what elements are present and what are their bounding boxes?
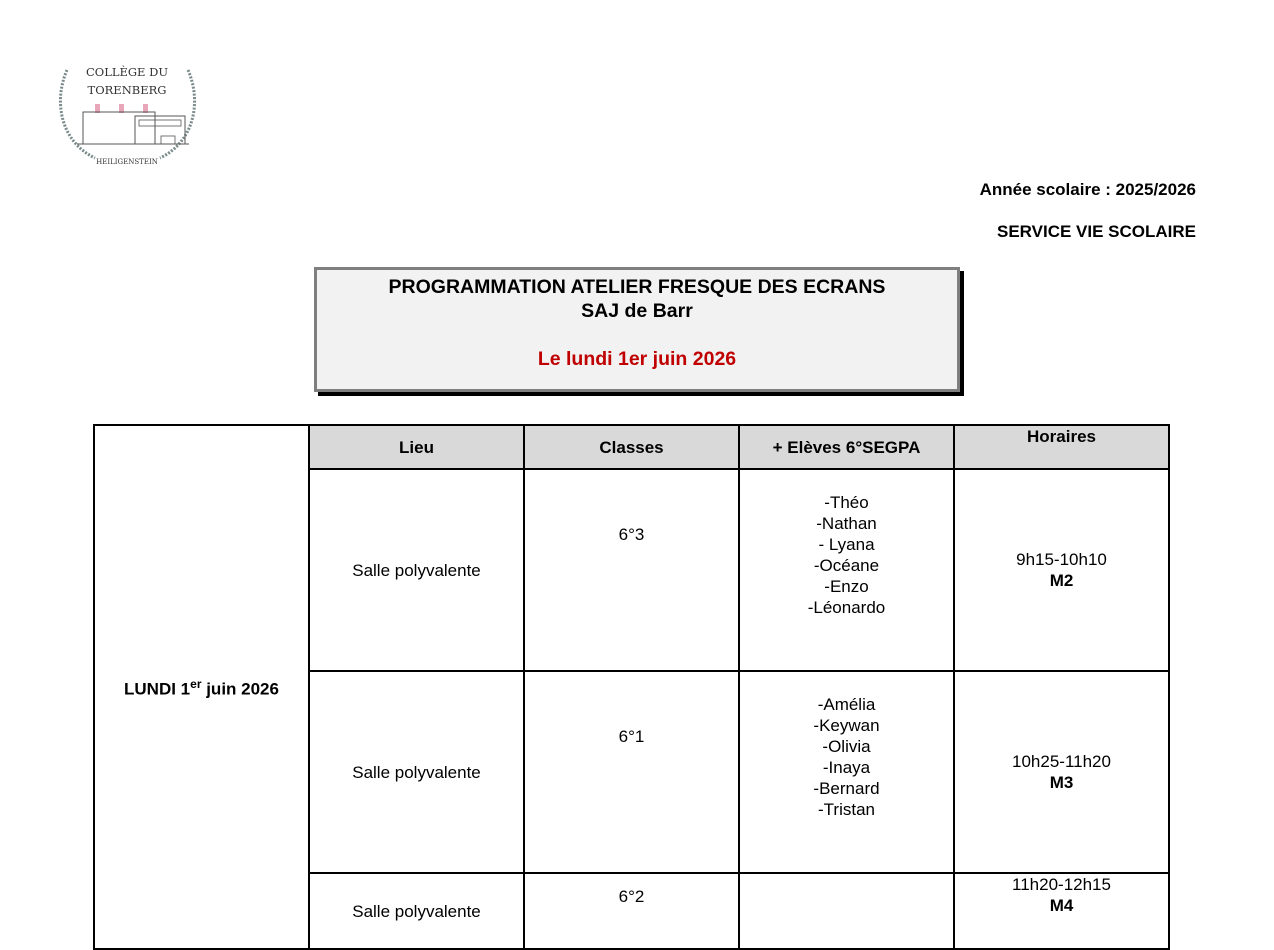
header-horaires: Horaires xyxy=(954,425,1169,469)
logo-line-1: COLLÈGE DU xyxy=(85,65,169,79)
slot-time: 9h15-10h10 xyxy=(1016,550,1107,569)
student-name: -Léonardo xyxy=(807,598,886,617)
logo-caption: HEILIGENSTEIN xyxy=(96,158,158,166)
slot-time: 11h20-12h15 xyxy=(1012,875,1111,894)
day-prefix: LUNDI 1 xyxy=(124,679,191,699)
day-suffix-sup: er xyxy=(190,677,202,692)
student-name: -Enzo xyxy=(824,577,869,596)
program-subtitle: SAJ de Barr xyxy=(581,300,693,322)
student-name: -Keywan xyxy=(813,716,880,735)
cell-lieu: Salle polyvalente xyxy=(309,469,524,671)
student-name: -Océane xyxy=(813,556,880,575)
student-name: -Théo xyxy=(824,493,869,512)
school-logo xyxy=(55,52,200,170)
slot-code: M2 xyxy=(1049,571,1074,590)
student-name: -Tristan xyxy=(818,800,875,819)
slot-code: M3 xyxy=(1049,773,1074,792)
cell-eleves xyxy=(739,469,954,671)
day-cell xyxy=(94,425,309,949)
cell-lieu: Salle polyvalente xyxy=(309,873,524,949)
college-logo-graphic xyxy=(55,52,200,170)
cell-classe: 6°2 xyxy=(524,873,739,949)
cell-eleves xyxy=(739,671,954,873)
logo-line-2: TORENBERG xyxy=(87,83,167,97)
header-eleves: + Elèves 6°SEGPA xyxy=(739,425,954,469)
cell-eleves xyxy=(739,873,954,949)
title-box xyxy=(314,267,960,392)
cell-horaire xyxy=(954,671,1169,873)
student-name: -Bernard xyxy=(813,779,880,798)
header-classes: Classes xyxy=(524,425,739,469)
student-name: -Amélia xyxy=(817,695,876,714)
day-suffix: juin 2026 xyxy=(201,679,279,699)
header-lieu: Lieu xyxy=(309,425,524,469)
student-name: -Inaya xyxy=(822,758,871,777)
schedule-table xyxy=(93,424,1170,950)
service-name: SERVICE VIE SCOLAIRE xyxy=(996,222,1196,241)
student-name: -Olivia xyxy=(822,737,871,756)
cell-horaire xyxy=(954,873,1169,949)
slot-code: M4 xyxy=(1049,896,1074,915)
student-name: - Lyana xyxy=(818,535,875,554)
cell-lieu: Salle polyvalente xyxy=(309,671,524,873)
program-date: Le lundi 1er juin 2026 xyxy=(537,348,737,370)
school-year: Année scolaire : 2025/2026 xyxy=(979,180,1196,199)
program-title: PROGRAMMATION ATELIER FRESQUE DES ECRANS xyxy=(388,276,886,298)
cell-horaire xyxy=(954,469,1169,671)
cell-classe: 6°1 xyxy=(524,671,739,873)
cell-classe: 6°3 xyxy=(524,469,739,671)
table-header-row xyxy=(94,425,1169,469)
slot-time: 10h25-11h20 xyxy=(1012,752,1111,771)
student-name: -Nathan xyxy=(816,514,877,533)
